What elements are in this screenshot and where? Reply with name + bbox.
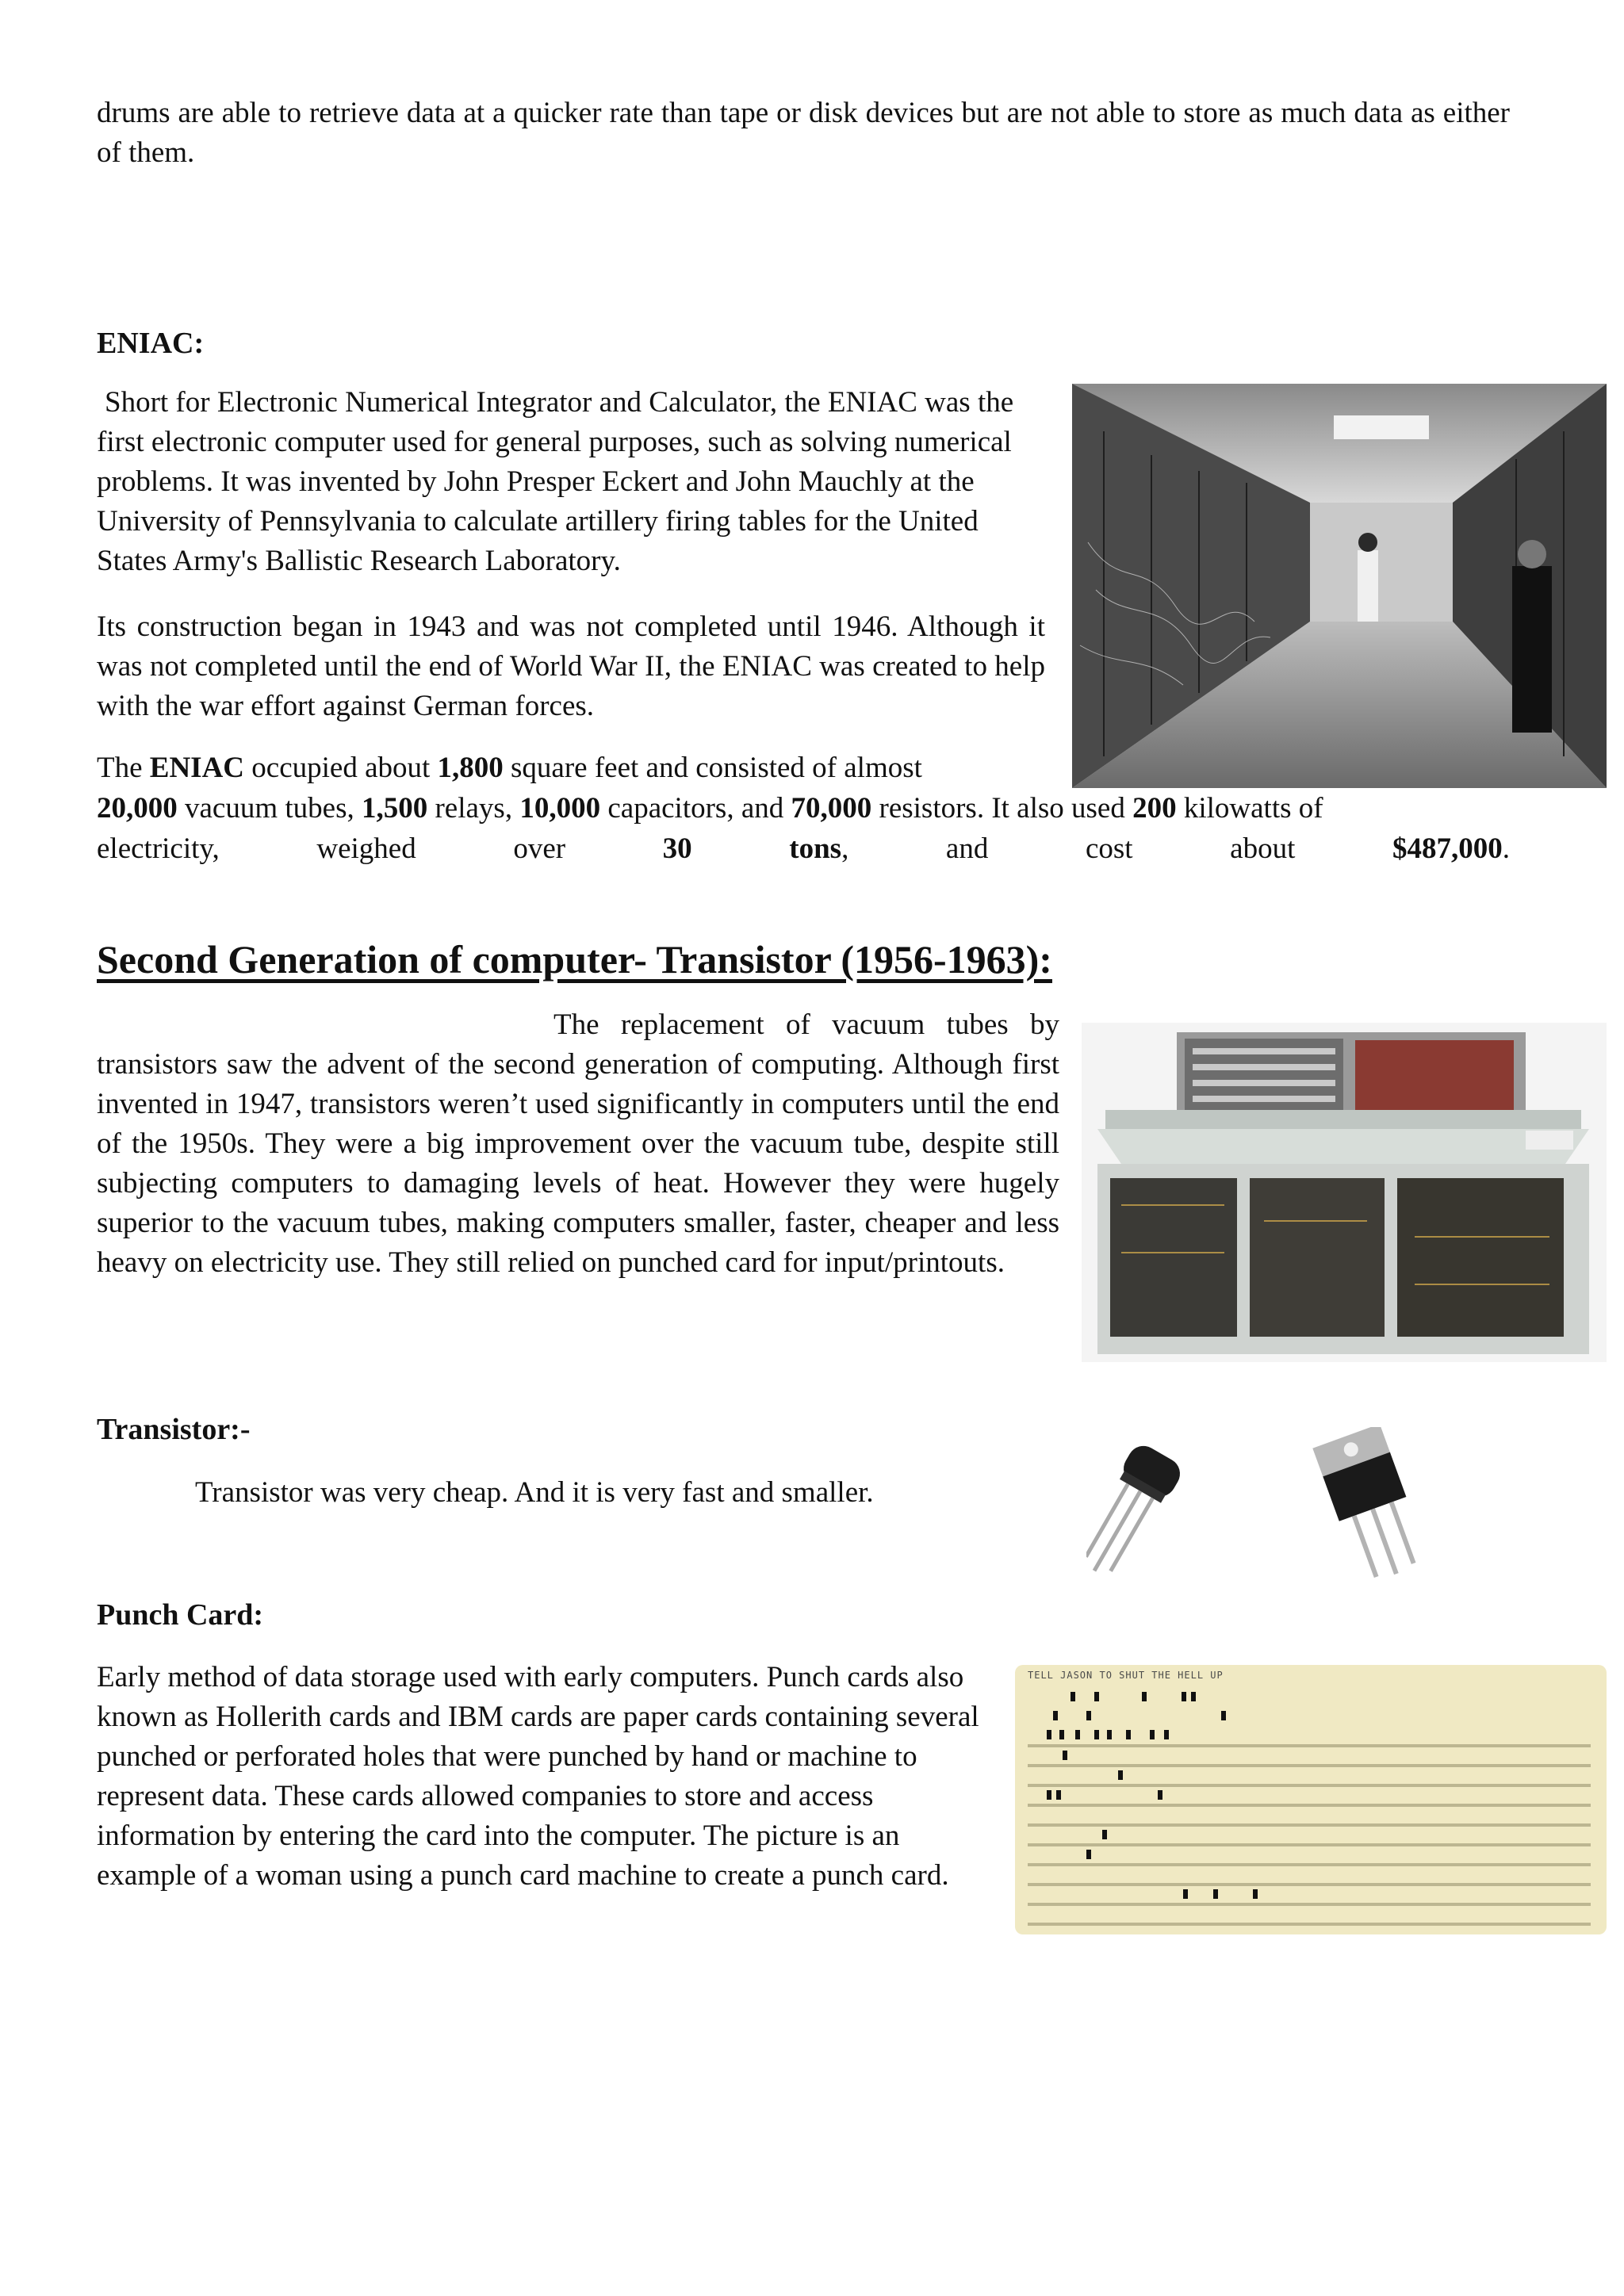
eniac-p3-text: vacuum tubes, [177,792,362,825]
eniac-p3-word: cost [1085,832,1133,865]
eniac-photo [1072,384,1607,788]
punch-card-paragraph: Early method of data storage used with early computers. Punch cards also known as Hollerith cards and IBM cards are paper cards containing several punched or perforated holes that were punched by hand or machine to represent data. These cards allowed companies to store and access information by entering the card into the computer. The picture is an example of a woman using a punch card machine to create a punch card. [97,1661,979,1892]
second-generation-heading: Second Generation of computer- Transistor (1956-1963): [97,937,1052,982]
eniac-p3-word: about [1230,832,1296,865]
eniac-p3-text: square feet and consisted of almost [503,752,922,784]
eniac-p3-text: capacitors, and [600,792,791,825]
eniac-p3-text: The [97,752,150,784]
eniac-bold-kilowatts: 200 [1132,792,1177,825]
punch-card-printed-text: TELL JASON TO SHUT THE HELL UP [1028,1670,1224,1681]
punch-card-image [1015,1665,1607,1934]
eniac-p3-text: relays, [427,792,520,825]
second-generation-computer-photo [1082,1023,1607,1362]
eniac-bold-capacitors: 10,000 [519,792,601,825]
eniac-paragraph-3-line-2 [97,789,1510,828]
eniac-p3-text: kilowatts of [1176,792,1323,825]
eniac-heading: ENIAC: [97,327,205,360]
eniac-p3-word: over [513,832,566,865]
eniac-paragraph-1: Short for Electronic Numerical Integrator and Calculator, the ENIAC was the first electronic computer used for general purposes, such as solving numerical problems. It was invented by John Presper Eckert and John Mauchly at the University of Pennsylvania to calculate artillery firing tables for the United States Army's Ballistic Research Laboratory. [97,386,1014,577]
eniac-p3-text: resistors. It also used [871,792,1133,825]
eniac-bold-tubes: 20,000 [97,792,178,825]
transistor-photo [1086,1427,1499,1601]
eniac-paragraph-2: Its construction began in 1943 and was not completed until 1946. Although it was not completed until the end of World War II, the ENIAC was created to help with the war effort against German forces. [97,610,1045,722]
eniac-p3-word: weighed [316,832,416,865]
eniac-p3-period: . [1502,832,1510,865]
eniac-bold-cost: $487,000 [1392,832,1503,865]
transistor-heading: Transistor:- [97,1413,251,1446]
eniac-paragraph-3-line-3 [97,829,1510,869]
eniac-bold-tons: tons [789,832,842,865]
second-generation-paragraph: The replacement of vacuum tubes by transistors saw the advent of the second generation of computing. Although first invented in 1947, transistors weren’t used significantly in computers until the end of the 1950s. They were a big improvement over the vacuum tube, despite still subjecting computers to damaging levels of heat. However they were hugely superior to the vacuum tubes, making computers smaller, faster, cheaper and less heavy on electricity use. They still relied on punched card for input/printouts. [97,1008,1059,1279]
eniac-p3-comma: , [841,832,849,865]
eniac-p3-text: occupied about [244,752,438,784]
eniac-p3-word: and [945,832,989,865]
eniac-bold-weight: 30 [662,832,692,865]
eniac-bold-area: 1,800 [437,752,504,784]
eniac-bold-relays: 1,500 [361,792,428,825]
eniac-p3-word: electricity, [97,832,220,865]
punch-card-heading: Punch Card: [97,1598,264,1632]
eniac-bold-resistors: 70,000 [791,792,872,825]
eniac-bold-name: ENIAC [149,752,245,784]
transistor-paragraph: Transistor was very cheap. And it is very fast and smaller. [195,1476,874,1509]
eniac-paragraph-3-line-1 [97,748,1064,788]
intro-paragraph: drums are able to retrieve data at a quicker rate than tape or disk devices but are not able to store as much data as either of them. [97,97,1510,169]
